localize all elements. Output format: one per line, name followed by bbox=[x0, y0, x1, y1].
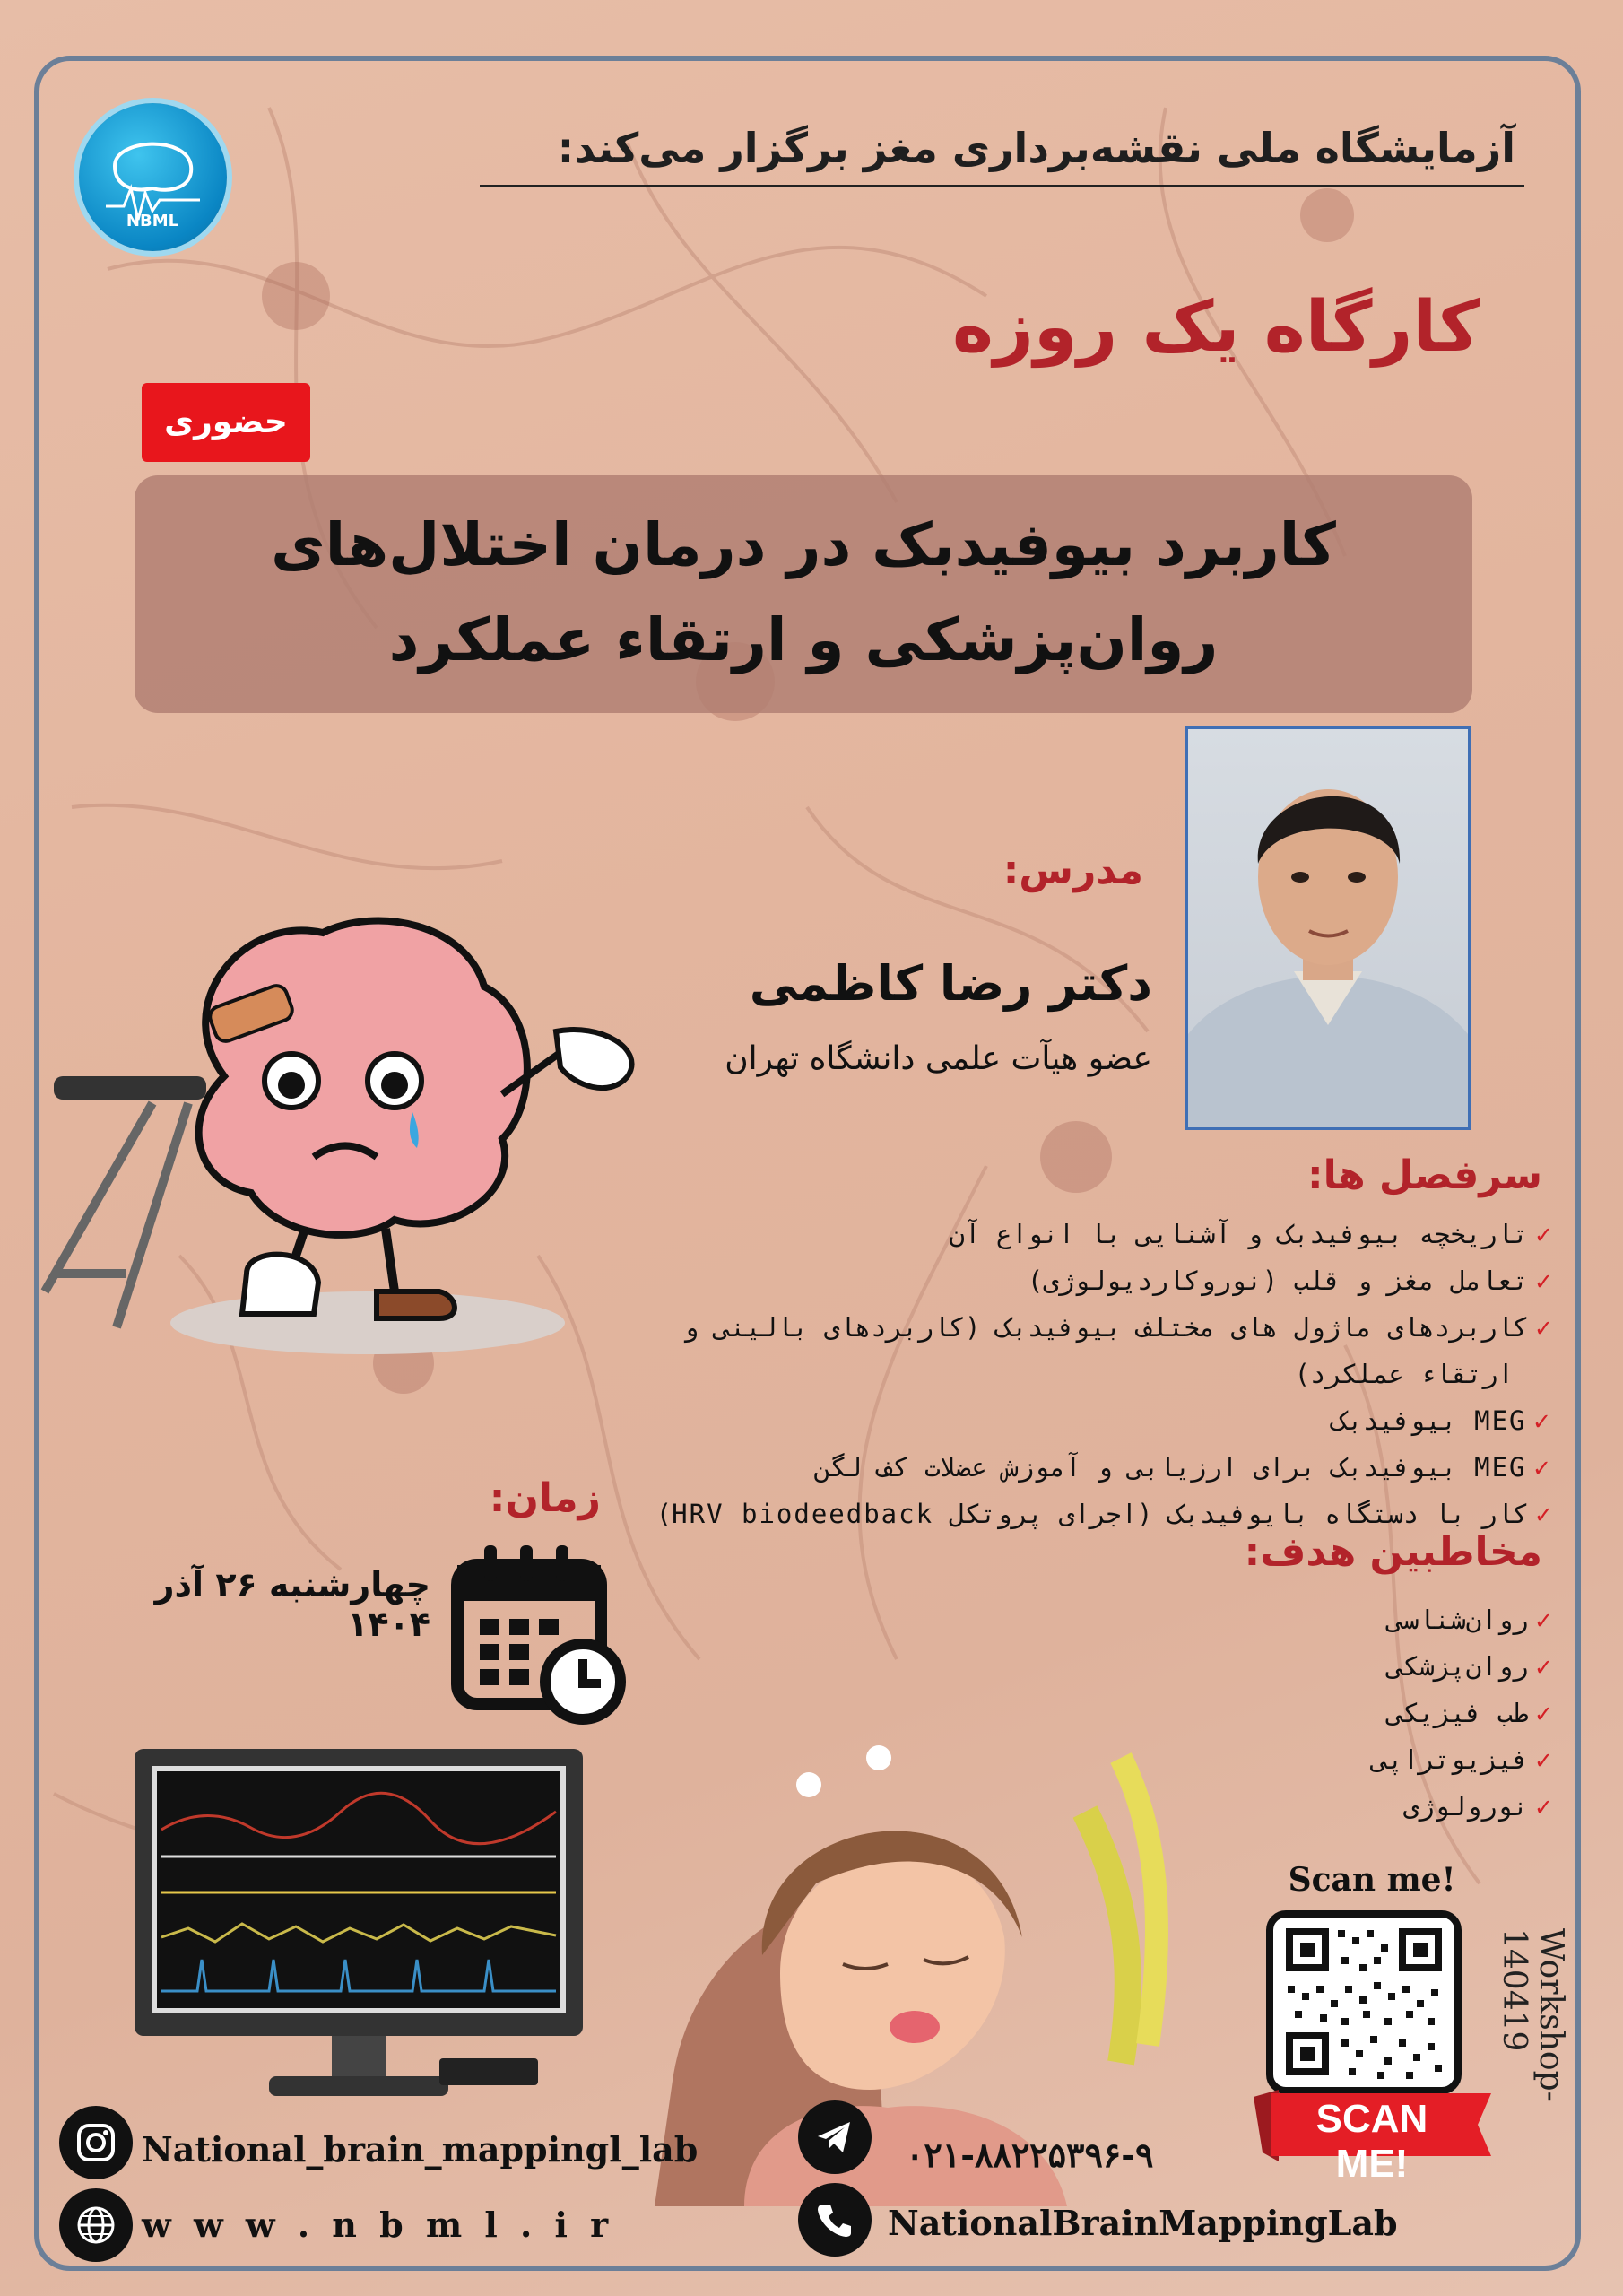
check-icon: ✓ bbox=[1535, 1744, 1551, 1775]
patient-illustration bbox=[619, 1704, 1264, 2206]
website-link[interactable]: w w w . n b m l . i r bbox=[142, 2205, 614, 2245]
telegram-handle[interactable]: NationalBrainMappingLab bbox=[888, 2203, 1398, 2243]
check-icon: ✓ bbox=[1535, 1265, 1551, 1296]
event-date: چهارشنبه ۲۶ آذر ۱۴۰۴ bbox=[154, 1565, 430, 1644]
instagram-icon[interactable] bbox=[59, 2106, 133, 2179]
list-item: ✓روان‌شناسی bbox=[1387, 1605, 1551, 1635]
list-item: ✓کاربردهای ماژول های مختلف بیوفیدبک (کاربردهای بالینی و bbox=[682, 1312, 1551, 1343]
workshop-code: Workshop-140419 bbox=[1496, 1928, 1569, 2102]
check-icon: ✓ bbox=[1533, 1452, 1551, 1483]
audience-title: مخاطبین هدف: bbox=[1244, 1529, 1542, 1575]
list-item: ✓MEG بیوفیدبک bbox=[1332, 1405, 1551, 1436]
calendar-icon bbox=[448, 1538, 637, 1726]
check-icon: ✓ bbox=[1535, 1499, 1551, 1529]
phone-number[interactable]: ۰۲۱-۸۸۲۲۵۳۹۶-۹ bbox=[906, 2135, 1154, 2175]
header-underline bbox=[480, 185, 1524, 187]
time-label: زمان: bbox=[489, 1475, 601, 1521]
qr-code[interactable] bbox=[1266, 1910, 1462, 2094]
check-icon: ✓ bbox=[1535, 1605, 1551, 1635]
topics-title: سرفصل ها: bbox=[1306, 1152, 1542, 1198]
globe-icon[interactable] bbox=[59, 2188, 133, 2262]
list-item: ✓MEG بیوفیدبک برای ارزیابی و آموزش عضلات کف لگن bbox=[814, 1452, 1551, 1483]
topics-list bbox=[628, 1211, 1551, 1537]
check-icon: ✓ bbox=[1535, 1312, 1551, 1343]
list-item: ✓فیزیوتراپی bbox=[1371, 1744, 1551, 1775]
check-icon: ✓ bbox=[1535, 1698, 1551, 1728]
list-item: ✓تعامل مغز و قلب (نوروکاردیولوژی) bbox=[1027, 1265, 1551, 1296]
list-item: ارتقاء عملکرد) bbox=[1294, 1359, 1514, 1389]
check-icon: ✓ bbox=[1533, 1405, 1551, 1436]
check-icon: ✓ bbox=[1535, 1651, 1551, 1682]
list-item: ✓نورولوژی bbox=[1402, 1791, 1551, 1822]
workshop-title bbox=[135, 498, 1472, 688]
sad-brain-illustration bbox=[18, 897, 664, 1363]
instructor-name: دکتر رضا کاظمی bbox=[749, 955, 1152, 1012]
scan-label: Scan me! bbox=[1288, 1861, 1456, 1899]
check-icon: ✓ bbox=[1535, 1791, 1551, 1822]
title-line-2: روان‌پزشکی و ارتقاء عملکرد bbox=[388, 605, 1219, 674]
organizer-title: آزمایشگاه ملی نقشه‌برداری مغز برگزار می‌کند: bbox=[557, 124, 1515, 172]
phone-icon[interactable] bbox=[798, 2183, 872, 2257]
list-item: ✓کار با دستگاه بایوفیدبک (اجرای پروتکل HRV biodeedback) bbox=[655, 1499, 1551, 1529]
title-line-1: کاربرد بیوفیدبک در درمان اختلال‌های bbox=[271, 510, 1336, 579]
instructor-photo bbox=[1185, 726, 1471, 1130]
list-item: ✓تاریخچه بیوفیدبک و آشنایی با انواع آن bbox=[949, 1219, 1551, 1249]
instagram-handle[interactable]: National_brain_mappingl_lab bbox=[142, 2129, 699, 2170]
qr-code-icon bbox=[1273, 1918, 1454, 2087]
audience-list bbox=[1255, 1596, 1551, 1830]
logo-text: NBML bbox=[126, 212, 179, 230]
telegram-icon[interactable] bbox=[798, 2100, 872, 2174]
instructor-affiliation: عضو هیآت علمی دانشگاه تهران bbox=[725, 1040, 1152, 1077]
list-item: ✓روان‌پزشکی bbox=[1387, 1651, 1551, 1682]
instructor-label: مدرس: bbox=[1002, 848, 1143, 893]
scan-me-text: SCAN ME! bbox=[1315, 2097, 1428, 2186]
list-item: ✓طب فیزیکی bbox=[1387, 1698, 1551, 1728]
check-icon: ✓ bbox=[1535, 1219, 1551, 1249]
workshop-type: کارگاه یک روزه bbox=[951, 287, 1480, 368]
mode-badge: حضوری bbox=[142, 383, 310, 462]
monitor-illustration bbox=[135, 1749, 637, 2108]
